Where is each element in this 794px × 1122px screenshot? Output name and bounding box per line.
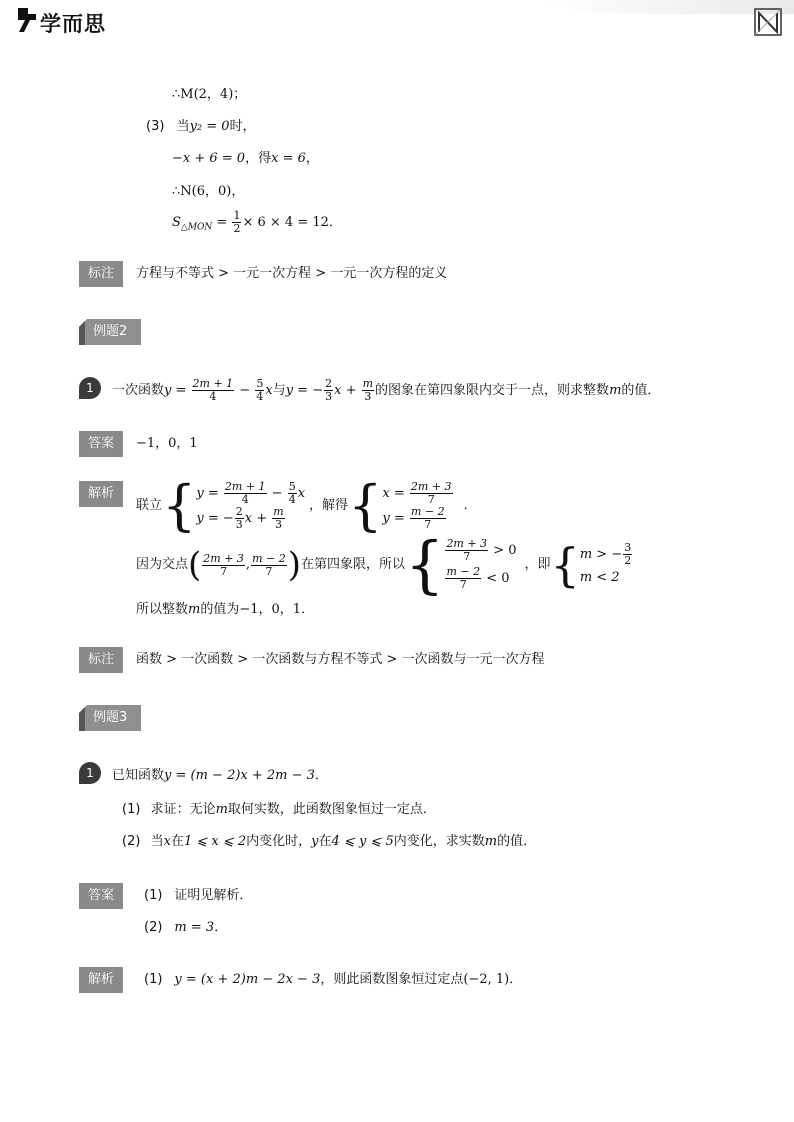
fraction: $\frac{2m + 1}{4}$	[224, 480, 266, 506]
line-m: ∴M(2，4)；	[172, 87, 247, 102]
left-brace: {	[550, 538, 580, 592]
tag-text: 函数 > 一次函数 > 一次函数与方程不等式 > 一次函数与一元一次方程	[136, 652, 545, 667]
analysis-system-line: 联立 { y = $\frac{2m + 1}{4}$ − $\frac{5}{4}$ x y = − $\frac{2}{3}$ x + $\frac{m}{3}$ ，解得 { x = $\frac{2m + 3}{7}$ y = $\frac{m - 2}{7}$ ．	[136, 474, 477, 537]
part3-line: (3) 当y₂ = 0时，	[146, 119, 256, 134]
example-2-badge: 例题2	[79, 319, 141, 345]
answer-label: 答案	[79, 883, 123, 909]
tag-text: 方程与不等式 > 一元一次方程 > 一元一次方程的定义	[136, 266, 448, 281]
fraction: $\frac{2}{3}$	[235, 505, 243, 531]
fraction: $\frac{m - 2}{7}$	[446, 565, 481, 591]
example-3-badge: 例题3	[79, 705, 141, 731]
fraction: $\frac{m - 2}{7}$	[410, 505, 445, 531]
left-brace: {	[162, 474, 197, 537]
fraction: $\frac{m}{3}$	[362, 377, 374, 403]
fraction: $\frac{3}{2}$	[624, 540, 632, 567]
logo-text: 学而思	[40, 12, 106, 36]
corner-logo	[754, 8, 782, 36]
ex3-part1: (1) 求证：无论m取何实数，此函数图象恒过一定点．	[122, 802, 436, 817]
ex3-question: 已知函数y = (m − 2)x + 2m − 3．	[112, 768, 328, 783]
ex3-answer-1: (1) 证明见解析．	[144, 888, 253, 903]
solution-system: x = $\frac{2m + 3}{7}$ y = $\frac{m - 2}{7}$	[382, 480, 452, 531]
fraction: $\frac{2}{3}$	[325, 377, 333, 403]
left-brace: {	[404, 528, 445, 601]
fraction: $\frac{2m + 1}{4}$	[192, 377, 234, 403]
fraction: $\frac{2m + 3}{7}$	[203, 551, 244, 578]
fraction: $\frac{5}{4}$	[256, 377, 264, 403]
line-n: ∴N(6，0)，	[172, 184, 245, 199]
question-number-badge: 1	[79, 762, 101, 784]
analysis-label: 解析	[79, 967, 123, 993]
left-brace: {	[348, 474, 383, 537]
fraction: $\frac{m}{3}$	[273, 505, 284, 531]
ex2-question: 一次函数y = $\frac{2m + 1}{4}$ − $\frac{5}{4}$ x与y = − $\frac{2}{3}$ x + $\frac{m}{3}$ 的图象在第四象限内交于一点，则求整数m的值．	[112, 377, 661, 403]
analysis-conclusion: 所以整数m的值为−1，0，1．	[136, 602, 315, 617]
inequality-system: $\frac{2m + 3}{7}$ > 0 $\frac{m - 2}{7}$ < 0	[446, 537, 517, 591]
ex3-analysis-1: (1) y = (x + 2)m − 2x − 3，则此函数图象恒过定点(−2, 1)．	[144, 972, 523, 987]
fraction: $\frac{2m + 3}{7}$	[446, 537, 488, 563]
answer-text: −1，0，1	[136, 436, 198, 451]
question-number-badge: 1	[79, 377, 101, 399]
answer-label: 答案	[79, 431, 123, 457]
analysis-quadrant-line: 因为交点 ( $\frac{2m + 3}{7}$ , $\frac{m - 2}{7}$ ) 在第四象限，所以 { $\frac{2m + 3}{7}$ > 0 $\frac{m - 2}{7}$ < 0 ，即 { m > − $\frac{3}{2}$ m < 2	[136, 528, 632, 601]
ex3-part2: (2) 当x在1 ⩽ x ⩽ 2内变化时，y在4 ⩽ y ⩽ 5内变化，求实数m的值．	[122, 834, 537, 849]
fraction: $\frac{2m + 3}{7}$	[410, 480, 452, 506]
right-paren: )	[287, 545, 301, 585]
fraction: $\frac{m - 2}{7}$	[252, 551, 286, 578]
fraction: $\frac{1}{2}$	[233, 209, 241, 235]
fraction: $\frac{5}{4}$	[288, 480, 296, 506]
analysis-label: 解析	[79, 481, 123, 507]
area-line: $S_{\triangle MON}$ = $\frac{1}{2}$ × 6 × 4 = 12．	[172, 209, 342, 235]
tag-label: 标注	[79, 261, 123, 287]
eq-line: −x + 6 = 0，得x = 6，	[172, 151, 319, 166]
tag-label: 标注	[79, 647, 123, 673]
ex3-answer-2: (2) m = 3．	[144, 920, 228, 935]
result-system: m > − $\frac{3}{2}$ m < 2	[579, 540, 632, 585]
brand-mark-icon	[16, 6, 38, 34]
equation-system: y = $\frac{2m + 1}{4}$ − $\frac{5}{4}$ x y = − $\frac{2}{3}$ x + $\frac{m}{3}$	[196, 480, 306, 531]
left-paren: (	[188, 545, 202, 585]
ruler-n-icon	[754, 8, 782, 36]
